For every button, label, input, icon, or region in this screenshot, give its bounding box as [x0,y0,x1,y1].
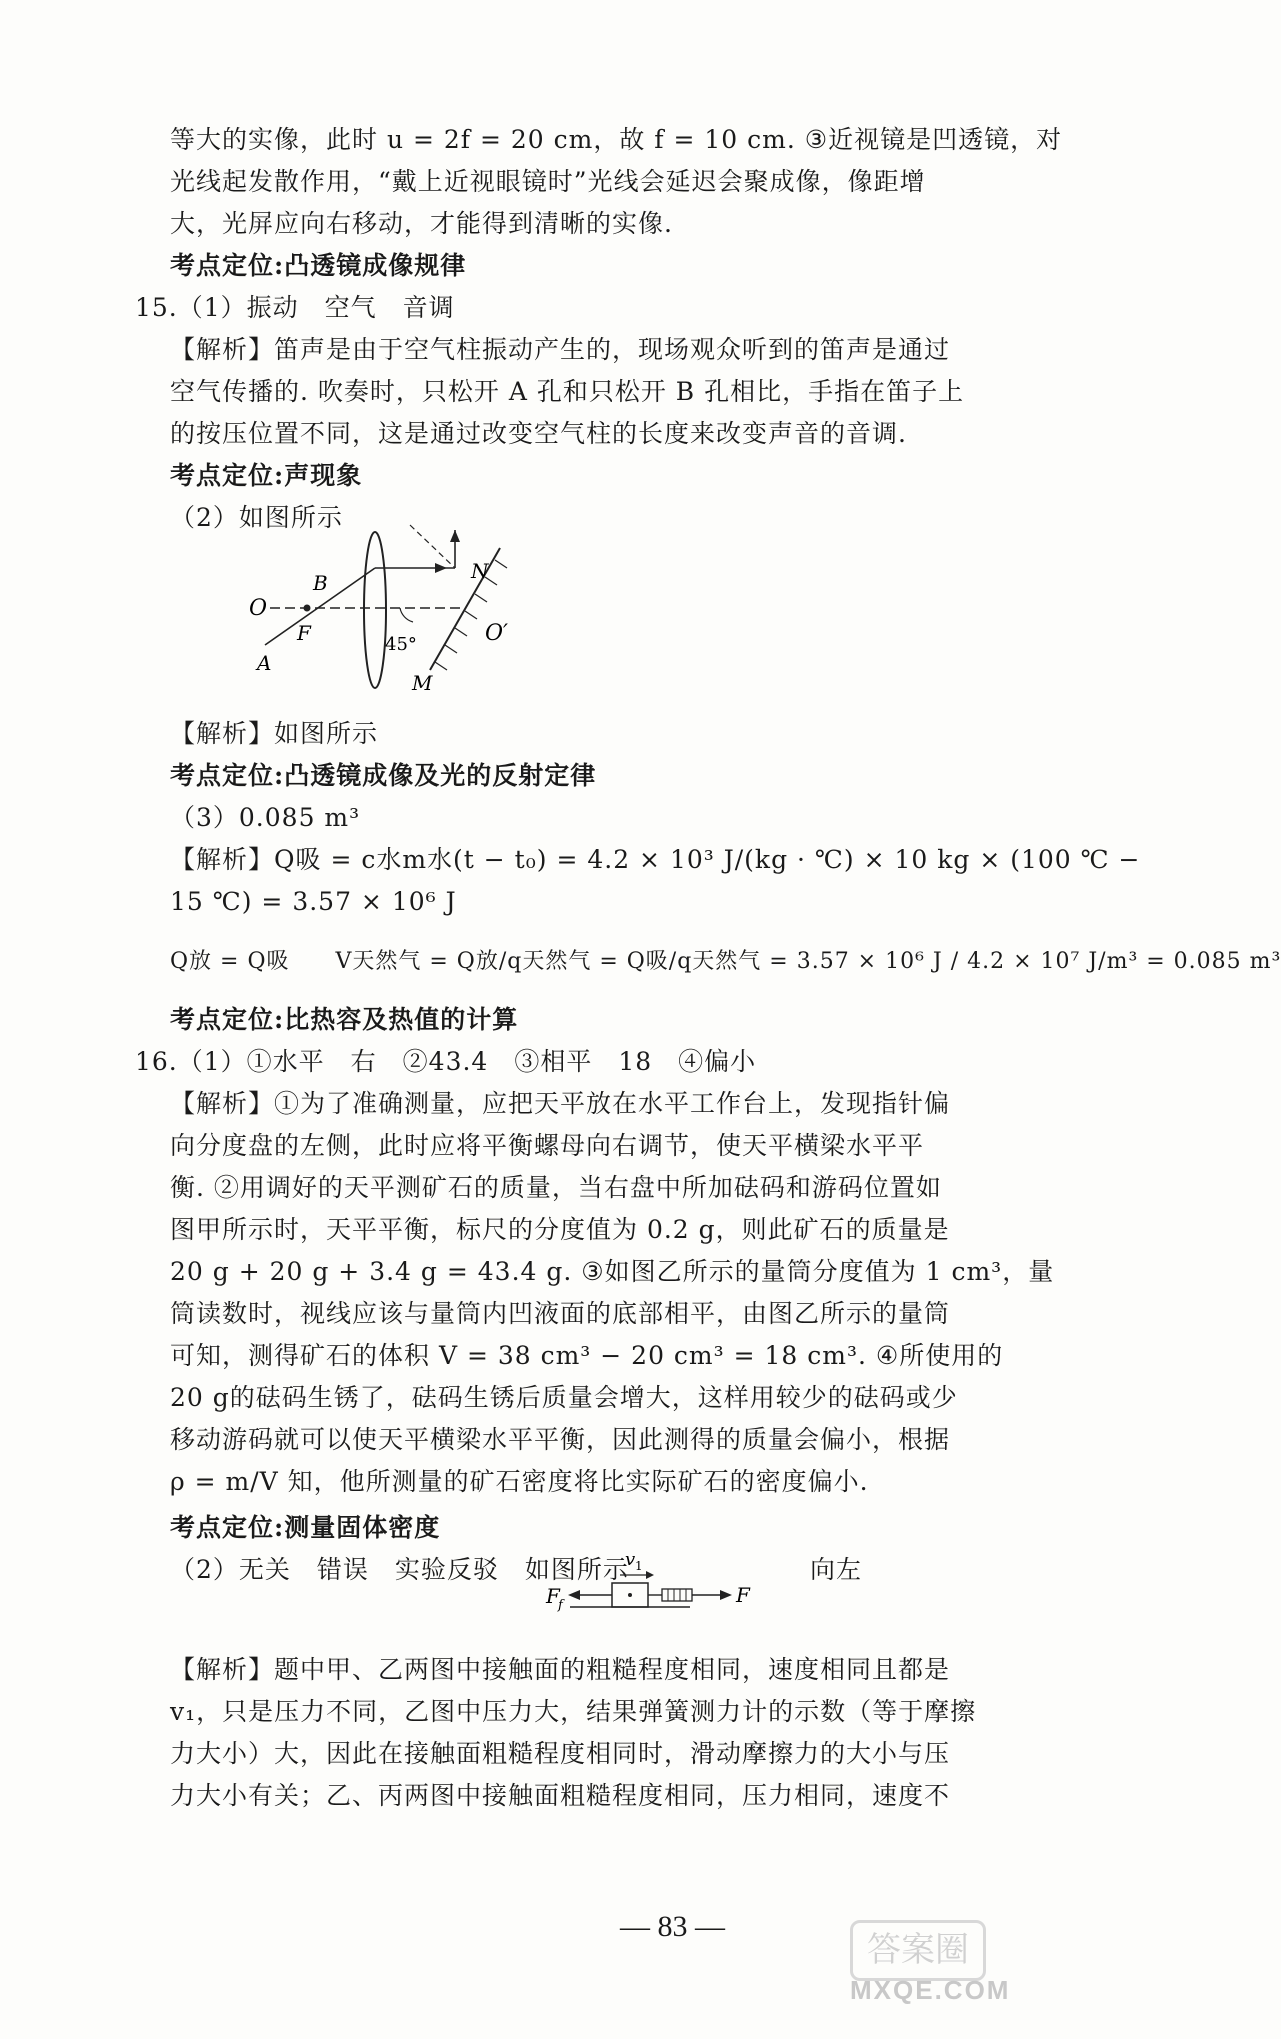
page-number: — 83 — [620,1910,725,1943]
key-point-label: 考点定位:测量固体密度 [170,1513,441,1542]
text-line: 20 g + 20 g + 3.4 g = 43.4 g. ③如图乙所示的量筒分度值为 1 cm³，量 [170,1257,1055,1286]
label-Ff-sub: f [558,1598,563,1613]
text-line: 等大的实像，此时 u = 2f = 20 cm，故 f = 10 cm. ③近视镜是凹透镜，对 [170,125,1063,154]
text-line: 力大小有关；乙、丙两图中接触面粗糙程度相同，压力相同，速度不 [170,1781,951,1810]
text-line: 力大小）大，因此在接触面粗糙程度相同时，滑动摩擦力的大小与压 [170,1739,951,1768]
analysis-line: 【解析】①为了准确测量，应把天平放在水平工作台上，发现指针偏 [170,1089,951,1118]
label-B: B [313,571,328,595]
text-line: （3）0.085 m³ [170,803,361,832]
text-line: 的按压位置不同，这是通过改变空气柱的长度来改变声音的音调. [170,419,907,448]
analysis-line: 【解析】题中甲、乙两图中接触面的粗糙程度相同，速度相同且都是 [170,1655,951,1684]
text-line: 筒读数时，视线应该与量筒内凹液面的底部相平，由图乙所示的量筒 [170,1299,951,1328]
label-angle: 45° [385,634,417,655]
label-v: v [625,1549,636,1570]
question-answer: 15.（1）振动 空气 音调 [135,293,455,322]
text-line: （2）如图所示 [170,503,343,532]
direction-note: 向左 [810,1555,863,1584]
friction-block-diagram [546,1545,800,1635]
label-A: A [257,651,272,675]
analysis-line: 【解析】如图所示 [170,719,379,748]
text-line: 15 ℃) = 3.57 × 10⁶ J [170,887,457,916]
text-line: 大，光屏应向右移动，才能得到清晰的实像. [170,209,673,238]
text-line: 空气传播的. 吹奏时，只松开 A 孔和只松开 B 孔相比，手指在笛子上 [170,377,965,406]
label-F: F [297,621,311,645]
analysis-line: 【解析】笛声是由于空气柱振动产生的，现场观众听到的笛声是通过 [170,335,951,364]
analysis-line: 【解析】Q吸 = c水m水(t − t₀) = 4.2 × 10³ J/(kg · ℃) × 10 kg × (100 ℃ − [170,845,1141,874]
text-line: 图甲所示时，天平平衡，标尺的分度值为 0.2 g，则此矿石的质量是 [170,1215,950,1244]
key-point-label: 考点定位:凸透镜成像及光的反射定律 [170,761,597,790]
text-line: 可知，测得矿石的体积 V = 38 cm³ − 20 cm³ = 18 cm³. ④所使用的 [170,1341,1004,1370]
key-point-label: 考点定位:比热容及热值的计算 [170,1005,519,1034]
label-M: M [412,671,433,695]
label-N: N [471,559,489,583]
question-answer: 16.（1）①水平 右 ②43.4 ③相平 18 ④偏小 [135,1047,757,1076]
label-O: O [249,596,268,621]
text-line: 衡. ②用调好的天平测矿石的质量，当右盘中所加砝码和游码位置如 [170,1173,942,1202]
text-line: 20 g的砝码生锈了，砝码生锈后质量会增大，这样用较少的砝码或少 [170,1383,958,1412]
text-line: v₁，只是压力不同，乙图中压力大，结果弹簧测力计的示数（等于摩擦 [170,1697,977,1726]
label-v-sub: 1 [635,1559,643,1573]
label-O-prime: O′ [485,621,509,646]
text-line: 移动游码就可以使天平横梁水平平衡，因此测得的质量会偏小，根据 [170,1425,951,1454]
text-line: （2）无关 错误 实验反驳 如图所示 [170,1555,629,1584]
text-line: ρ = m/V 知，他所测量的矿石密度将比实际矿石的密度偏小. [170,1467,869,1496]
label-F-pull: F [736,1583,750,1607]
watermark-logo: 答案圈 [850,1920,986,1981]
formula-line: Q放 = Q吸 V天然气 = Q放/q天然气 = Q吸/q天然气 = 3.57 × 10⁶ J / 4.2 × 10⁷ J/m³ = 0.085 m³ [170,949,1281,974]
lens-mirror-diagram [235,530,555,710]
text-line: 向分度盘的左侧，此时应将平衡螺母向右调节，使天平横梁水平平 [170,1131,925,1160]
key-point-label: 考点定位:凸透镜成像规律 [170,251,467,280]
text-line: 光线起发散作用，“戴上近视眼镜时”光线会延迟会聚成像，像距增 [170,167,926,196]
label-Ff: F [546,1584,560,1608]
key-point-label: 考点定位:声现象 [170,461,363,490]
watermark-url: MXQE.COM [850,1975,1011,2005]
